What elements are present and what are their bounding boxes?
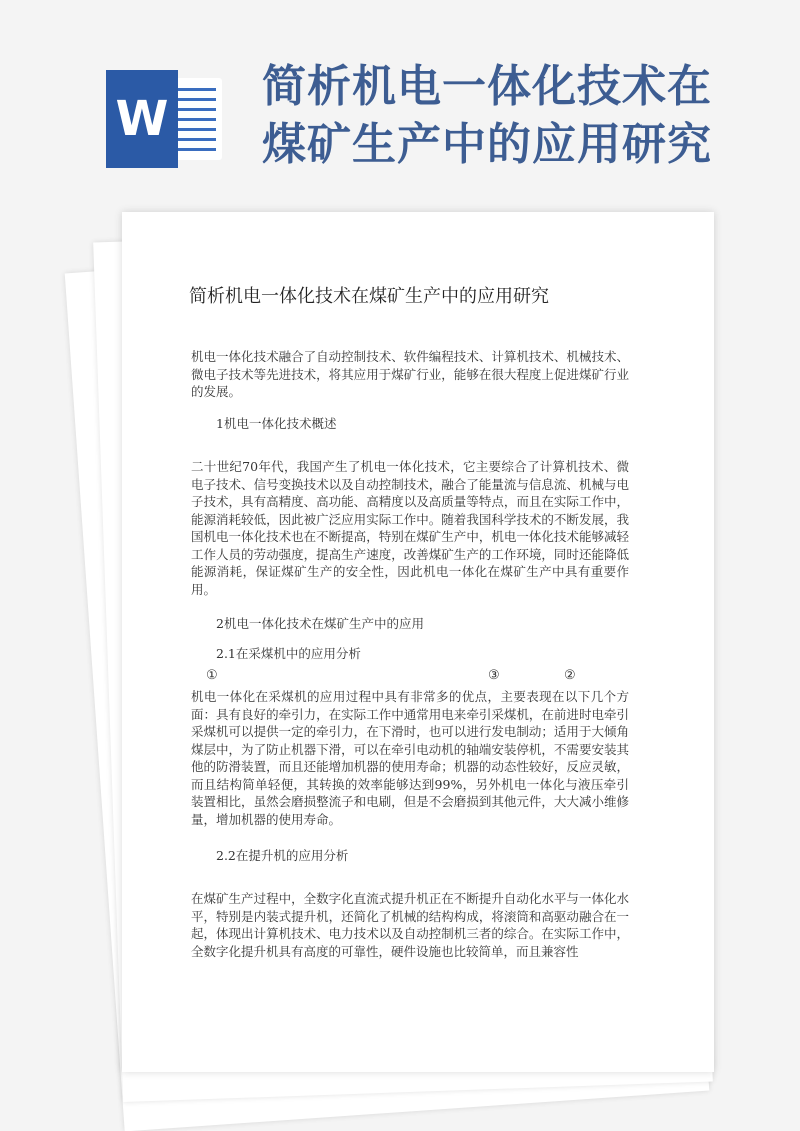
section1-heading: 1机电一体化技术概述	[216, 416, 337, 431]
section2-2-heading: 2.2在提升机的应用分析	[216, 848, 349, 863]
document-page	[122, 212, 714, 1072]
section2-1-paragraph: 机电一体化在采煤机的应用过程中具有非常多的优点，主要表现在以下几个方面：具有良好的牵引力，在实际工作中通常用电来牵引采煤机，在前进时电牵引采煤机可以提供一定的牵引力，在下滑时，也可以进行发电制动；适用于大倾角煤层中，为了防止机器下滑，可以在牵引电动机的轴端安装停机，不需要安装其他的防滑装置，而且还能增加机器的使用寿命；机器的动态性较好，反应灵敏，而且结构简单轻便，其转换的效率能够达到99%，另外机电一体化与液压牵引装置相比，虽然会磨损整流子和电刷，但是不会磨损到其他元件，大大减小维修量，增加机器的使用寿命。	[191, 689, 629, 827]
word-letter: W	[106, 70, 178, 168]
section2-heading: 2机电一体化技术在煤矿生产中的应用	[216, 616, 424, 631]
section1-paragraph: 二十世纪70年代，我国产生了机电一体化技术，它主要综合了计算机技术、微电子技术、信号变换技术以及自动控制技术，融合了能量流与信息流、机械与电子技术，具有高精度、高功能、高精度以及高质量等特点，而且在实际工作中，能源消耗较低，因此被广泛应用实际工作中。随着我国科学技术的不断发展，我国机电一体化技术也在不断提高，特别在煤矿生产中，机电一体化技术能够减轻工作人员的劳动强度，提高生产速度，改善煤矿生产的工作环境，同时还能降低能源消耗，保证煤矿生产的安全性，因此机电一体化在煤矿生产中具有重要作用。	[191, 459, 629, 597]
intro-paragraph: 机电一体化技术融合了自动控制技术、软件编程技术、计算机技术、机械技术、微电子技术等先进技术，将其应用于煤矿行业，能够在很大程度上促进煤矿行业的发展。	[191, 349, 629, 399]
marker-3: ③	[488, 668, 500, 683]
section2-2-paragraph: 在煤矿生产过程中，全数字化直流式提升机正在不断提升自动化水平与一体化水平，特别是内装式提升机，还简化了机械的结构构成，将滚筒和高驱动融合在一起，体现出计算机技术、电力技术以及自动控制机三者的综合。在实际工作中，全数字化提升机具有高度的可靠性，硬件设施也比较简单，而且兼容性	[191, 891, 629, 959]
word-icon	[106, 70, 226, 168]
section2-1-heading: 2.1在采煤机中的应用分析	[216, 646, 361, 661]
marker-2: ②	[564, 668, 576, 683]
marker-1: ①	[206, 668, 218, 683]
document-title: 简析机电一体化技术在煤矿生产中的应用研究	[189, 286, 549, 307]
banner-title-line2: 煤矿生产中的应用研究	[262, 119, 712, 170]
banner-title-line1: 简析机电一体化技术在	[262, 61, 712, 112]
banner-title	[262, 58, 782, 174]
